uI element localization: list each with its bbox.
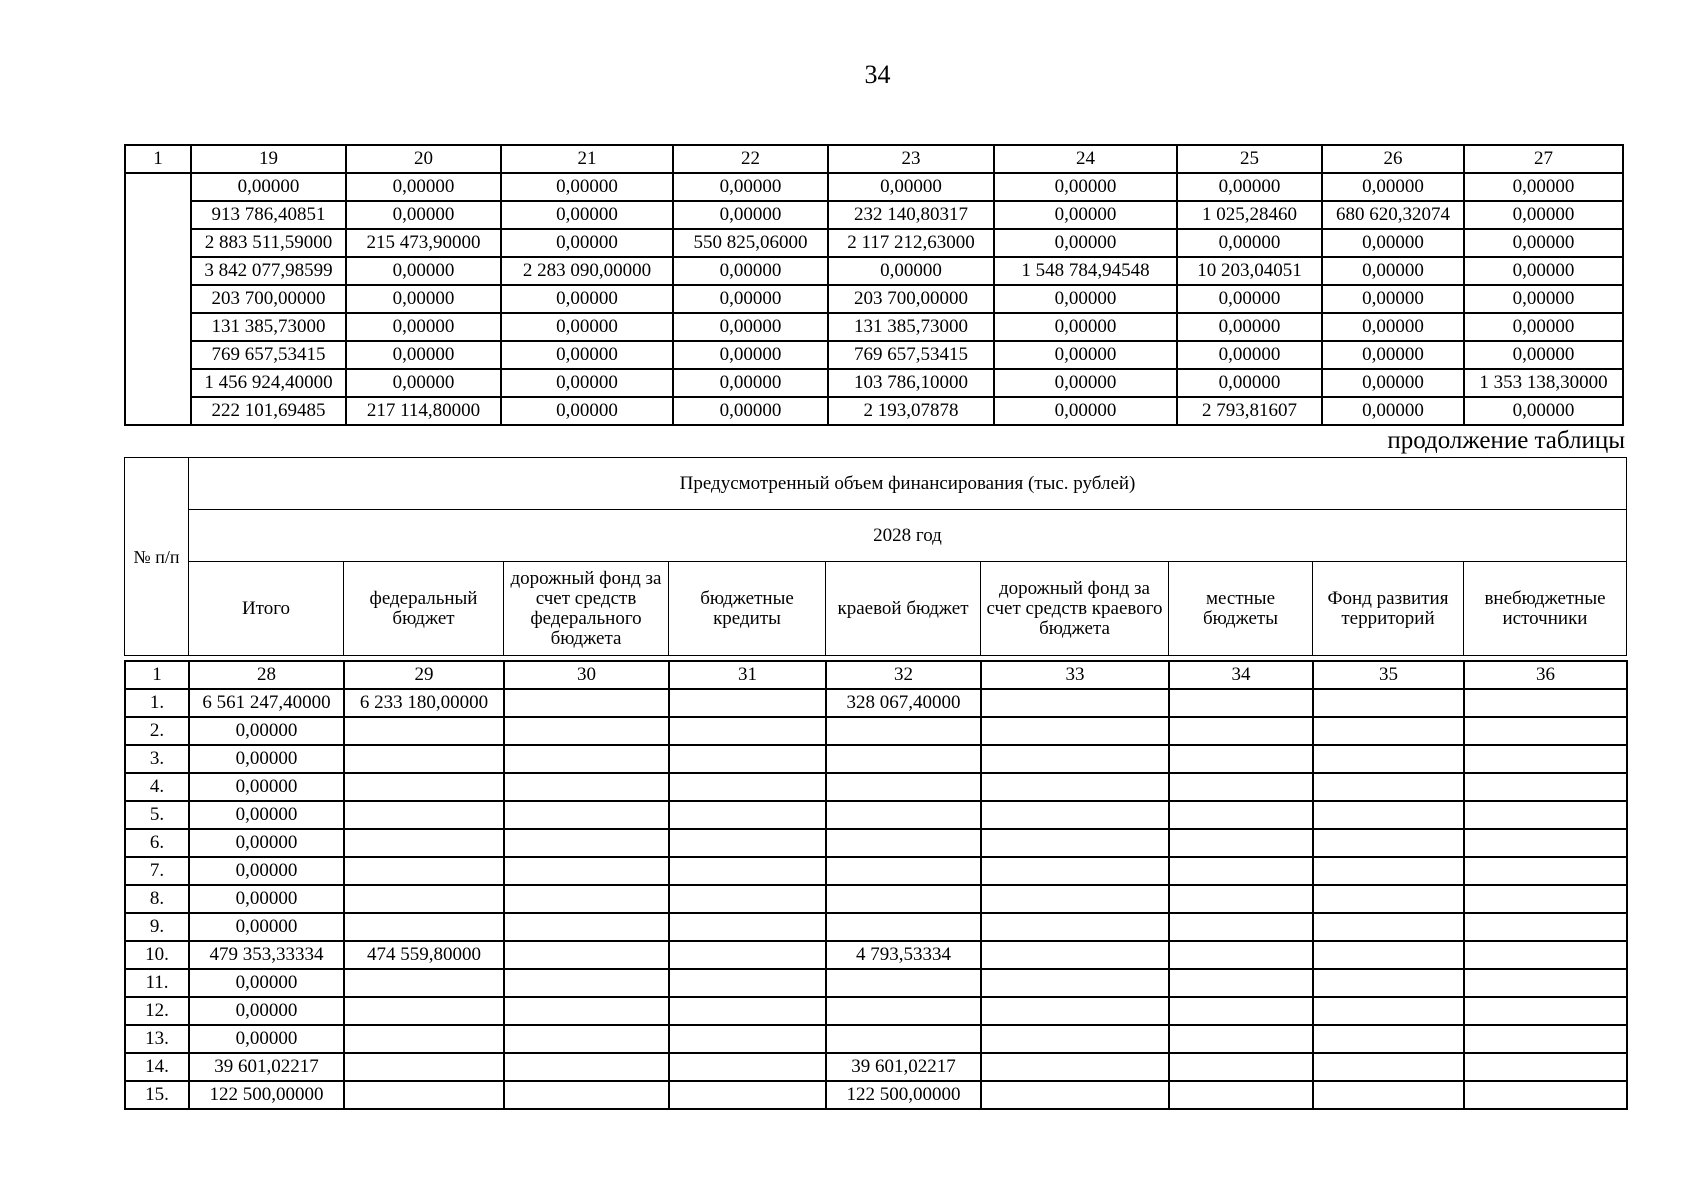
column-number-row (125, 661, 1627, 689)
table-cell (1464, 829, 1627, 857)
column-header-cell: внебюджетные источники (1464, 562, 1627, 656)
table-cell: 0,00000 (673, 201, 828, 229)
row-number-cell: 8. (125, 885, 189, 913)
table-cell: 0,00000 (1464, 257, 1623, 285)
table-cell: 0,00000 (1322, 341, 1464, 369)
column-header-cell: бюджетные кредиты (669, 562, 826, 656)
table-cell: 0,00000 (1464, 201, 1623, 229)
column-header-cell: Фонд развития территорий (1313, 562, 1464, 656)
table-cell (344, 717, 504, 745)
column-header-cell: Итого (189, 562, 344, 656)
table-cell (826, 913, 981, 941)
table-cell (1464, 1081, 1627, 1109)
table-cell: 0,00000 (346, 313, 501, 341)
table-cell: 0,00000 (828, 173, 994, 201)
column-number-row (125, 145, 1623, 173)
row-number-header: № п/п (125, 458, 189, 656)
table-cell: 0,00000 (1177, 341, 1322, 369)
table-cell (1169, 1053, 1313, 1081)
table-cell (344, 745, 504, 773)
table-cell (826, 829, 981, 857)
table-cell: 0,00000 (189, 773, 344, 801)
table-cell (669, 1081, 826, 1109)
table-cell (344, 997, 504, 1025)
table-cell: 769 657,53415 (191, 341, 346, 369)
page-number: 34 (864, 60, 891, 89)
table-cell: 0,00000 (501, 229, 673, 257)
row-number-cell: 4. (125, 773, 189, 801)
table-cell: 0,00000 (189, 885, 344, 913)
table-cell (504, 1025, 669, 1053)
table-cell (1464, 717, 1627, 745)
table-cell (669, 829, 826, 857)
table-cell (504, 829, 669, 857)
table-cell: 0,00000 (1322, 397, 1464, 425)
table-cell: 232 140,80317 (828, 201, 994, 229)
table-cell (1313, 745, 1464, 773)
table-row (125, 997, 1627, 1025)
table-cell: 0,00000 (1177, 285, 1322, 313)
table-cell (981, 997, 1169, 1025)
table-cell: 0,00000 (501, 369, 673, 397)
table-row (125, 941, 1627, 969)
table-cell (826, 801, 981, 829)
table-row (125, 913, 1627, 941)
year-header: 2028 год (189, 510, 1627, 562)
column-header-cell: дорожный фонд за счет средств краевого бюджета (981, 562, 1169, 656)
table-cell: 0,00000 (1464, 397, 1623, 425)
table-cell: 1 548 784,94548 (994, 257, 1177, 285)
row-number-cell: 2. (125, 717, 189, 745)
table-cell: 0,00000 (1322, 173, 1464, 201)
table-cell (1464, 1025, 1627, 1053)
table-cell (1313, 1025, 1464, 1053)
table-cell (504, 689, 669, 717)
table-cell: 131 385,73000 (828, 313, 994, 341)
table-row (125, 829, 1627, 857)
table-cell (1169, 801, 1313, 829)
table-cell: 0,00000 (1322, 285, 1464, 313)
financing-table-2028 (124, 660, 1628, 1110)
table-cell (1313, 717, 1464, 745)
table-row (125, 1025, 1627, 1053)
table-cell (1464, 969, 1627, 997)
table-cell (1169, 1081, 1313, 1109)
table-cell (981, 941, 1169, 969)
table-cell (826, 997, 981, 1025)
table-cell (1313, 913, 1464, 941)
table-cell: 0,00000 (1322, 229, 1464, 257)
table-cell (504, 997, 669, 1025)
table-cell (669, 745, 826, 773)
table-cell: 0,00000 (501, 173, 673, 201)
table-cell: 222 101,69485 (191, 397, 346, 425)
table-cell (981, 857, 1169, 885)
table-cell: 39 601,02217 (826, 1053, 981, 1081)
table-row (125, 201, 1623, 229)
table-cell: 769 657,53415 (828, 341, 994, 369)
table-cell (504, 1081, 669, 1109)
table-row (125, 257, 1623, 285)
table-cell (826, 857, 981, 885)
table-cell: 0,00000 (189, 857, 344, 885)
table-row (125, 969, 1627, 997)
table-cell: 0,00000 (1322, 257, 1464, 285)
table-cell (1313, 857, 1464, 885)
table-cell: 0,00000 (673, 397, 828, 425)
table-cell (981, 689, 1169, 717)
table-cell (981, 829, 1169, 857)
table-cell (669, 1025, 826, 1053)
table-cell: 479 353,33334 (189, 941, 344, 969)
table-cell: 0,00000 (346, 201, 501, 229)
table-cell: 39 601,02217 (189, 1053, 344, 1081)
table-cell: 0,00000 (1177, 313, 1322, 341)
table-cell: 2 283 090,00000 (501, 257, 673, 285)
table-cell: 550 825,06000 (673, 229, 828, 257)
table-row (125, 885, 1627, 913)
table-cell: 0,00000 (189, 1025, 344, 1053)
table-cell: 0,00000 (1464, 341, 1623, 369)
column-number-cell: 31 (669, 661, 826, 689)
table-cell (669, 997, 826, 1025)
table-cell: 913 786,40851 (191, 201, 346, 229)
table-cell (1169, 913, 1313, 941)
row-number-cell: 9. (125, 913, 189, 941)
table-row (125, 773, 1627, 801)
table-cell (826, 745, 981, 773)
table-cell (981, 885, 1169, 913)
table-cell: 0,00000 (346, 257, 501, 285)
column-header-cell: федеральный бюджет (344, 562, 504, 656)
row-number-cell: 11. (125, 969, 189, 997)
row-number-cell: 12. (125, 997, 189, 1025)
table-row (125, 341, 1623, 369)
table-cell (1169, 857, 1313, 885)
column-number-cell: 1 (125, 661, 189, 689)
table-cell (1169, 997, 1313, 1025)
table-cell (1464, 745, 1627, 773)
table-cell (1313, 885, 1464, 913)
table-row (125, 801, 1627, 829)
table-cell: 680 620,32074 (1322, 201, 1464, 229)
financing-table-header (124, 457, 1627, 656)
table-cell: 0,00000 (1464, 285, 1623, 313)
table-cell: 0,00000 (189, 969, 344, 997)
table-row (125, 397, 1623, 425)
table-cell (1169, 717, 1313, 745)
column-number-cell: 27 (1464, 145, 1623, 173)
table-cell: 0,00000 (673, 285, 828, 313)
table-cell: 0,00000 (346, 173, 501, 201)
table-row (125, 173, 1623, 201)
table-cell: 0,00000 (994, 397, 1177, 425)
table-cell (669, 717, 826, 745)
table-cell (1169, 1025, 1313, 1053)
table-cell: 217 114,80000 (346, 397, 501, 425)
table-cell (981, 745, 1169, 773)
row-number-cell: 14. (125, 1053, 189, 1081)
table-cell: 0,00000 (346, 369, 501, 397)
table-cell (1464, 885, 1627, 913)
column-number-cell: 35 (1313, 661, 1464, 689)
table-cell: 6 233 180,00000 (344, 689, 504, 717)
table-cell (344, 1081, 504, 1109)
table-cell (669, 801, 826, 829)
table-cell: 0,00000 (501, 285, 673, 313)
table-row (125, 285, 1623, 313)
table-cell: 3 842 077,98599 (191, 257, 346, 285)
table-cell (504, 913, 669, 941)
table-cell (504, 941, 669, 969)
table-cell (981, 1081, 1169, 1109)
financing-table-columns-19-27 (124, 144, 1624, 426)
table-cell: 2 117 212,63000 (828, 229, 994, 257)
table-row (125, 313, 1623, 341)
table-cell: 0,00000 (189, 801, 344, 829)
table-cell (826, 773, 981, 801)
table-cell (669, 885, 826, 913)
table-cell (344, 885, 504, 913)
column-number-cell: 30 (504, 661, 669, 689)
table-cell (669, 941, 826, 969)
table-cell: 0,00000 (189, 829, 344, 857)
table-cell: 10 203,04051 (1177, 257, 1322, 285)
table-cell (344, 829, 504, 857)
table-cell: 0,00000 (994, 173, 1177, 201)
table-cell (504, 745, 669, 773)
column-number-cell: 28 (189, 661, 344, 689)
table-cell (826, 885, 981, 913)
table-cell (1169, 941, 1313, 969)
table-cell: 0,00000 (1177, 229, 1322, 257)
table-cell: 122 500,00000 (826, 1081, 981, 1109)
table-cell: 0,00000 (1322, 313, 1464, 341)
table-cell: 2 793,81607 (1177, 397, 1322, 425)
table-cell (1464, 857, 1627, 885)
table-cell (669, 913, 826, 941)
table-cell: 0,00000 (501, 341, 673, 369)
table-cell (1464, 913, 1627, 941)
table-cell: 0,00000 (1322, 369, 1464, 397)
table-cell: 203 700,00000 (191, 285, 346, 313)
table-cell (981, 1025, 1169, 1053)
table-cell (1169, 773, 1313, 801)
table-cell (504, 801, 669, 829)
table-row (125, 229, 1623, 257)
table-cell: 0,00000 (346, 285, 501, 313)
table-cell: 328 067,40000 (826, 689, 981, 717)
table-cell: 4 793,53334 (826, 941, 981, 969)
row-number-cell: 7. (125, 857, 189, 885)
table-cell (669, 773, 826, 801)
table-cell (1313, 997, 1464, 1025)
table-cell: 0,00000 (189, 745, 344, 773)
table-cell (1169, 969, 1313, 997)
table-cell (344, 1053, 504, 1081)
table-cell: 203 700,00000 (828, 285, 994, 313)
table-row (125, 857, 1627, 885)
table-row (125, 745, 1627, 773)
table-cell: 0,00000 (1177, 173, 1322, 201)
table-cell (981, 801, 1169, 829)
table-cell: 122 500,00000 (189, 1081, 344, 1109)
table-cell (1464, 1053, 1627, 1081)
table-cell: 0,00000 (501, 313, 673, 341)
table-cell (981, 773, 1169, 801)
row-number-cell: 6. (125, 829, 189, 857)
table-row (125, 1081, 1627, 1109)
column-number-cell: 24 (994, 145, 1177, 173)
table-cell (669, 1053, 826, 1081)
table-cell (344, 913, 504, 941)
table-cell: 0,00000 (994, 313, 1177, 341)
table-cell (1464, 773, 1627, 801)
table-cell (344, 969, 504, 997)
table-cell (344, 1025, 504, 1053)
column-number-cell: 23 (828, 145, 994, 173)
table-cell: 0,00000 (673, 313, 828, 341)
table-row (125, 717, 1627, 745)
table-cell: 0,00000 (1464, 173, 1623, 201)
table-cell (1313, 969, 1464, 997)
table-cell (1464, 801, 1627, 829)
row-number-cell: 13. (125, 1025, 189, 1053)
column-header-cell: дорожный фонд за счет средств федерального бюджета (504, 562, 669, 656)
table-cell (826, 969, 981, 997)
table-cell (669, 857, 826, 885)
column-number-cell: 25 (1177, 145, 1322, 173)
table-cell: 1 353 138,30000 (1464, 369, 1623, 397)
column-header-cell: краевой бюджет (826, 562, 981, 656)
column-number-cell: 20 (346, 145, 501, 173)
table-cell (1313, 1053, 1464, 1081)
table-cell: 2 883 511,59000 (191, 229, 346, 257)
table-cell: 0,00000 (994, 369, 1177, 397)
table-cell (344, 857, 504, 885)
table-row (125, 369, 1623, 397)
table-cell (1464, 941, 1627, 969)
column-number-cell: 32 (826, 661, 981, 689)
table-cell (1169, 745, 1313, 773)
row-number-cell: 1. (125, 689, 189, 717)
table-cell: 0,00000 (189, 997, 344, 1025)
row-number-cell: 5. (125, 801, 189, 829)
table-cell: 2 193,07878 (828, 397, 994, 425)
table-row (125, 689, 1627, 717)
table-cell (344, 801, 504, 829)
table-cell: 131 385,73000 (191, 313, 346, 341)
row-number-cell: 3. (125, 745, 189, 773)
table-cell (1169, 885, 1313, 913)
table-cell: 0,00000 (189, 717, 344, 745)
table-cell (504, 773, 669, 801)
table-cell (981, 1053, 1169, 1081)
table-cell (1169, 829, 1313, 857)
table-cell (1313, 689, 1464, 717)
table-cell: 1 456 924,40000 (191, 369, 346, 397)
table-cell: 6 561 247,40000 (189, 689, 344, 717)
table-cell (1313, 829, 1464, 857)
table-cell (344, 773, 504, 801)
column-number-cell: 21 (501, 145, 673, 173)
table-cell: 0,00000 (673, 173, 828, 201)
table-cell: 0,00000 (501, 397, 673, 425)
table-cell (669, 969, 826, 997)
table-cell (1313, 801, 1464, 829)
continuation-label: продолжение таблицы (1387, 427, 1625, 454)
column-number-cell: 26 (1322, 145, 1464, 173)
table-cell: 0,00000 (346, 341, 501, 369)
table-cell: 0,00000 (673, 257, 828, 285)
table-cell: 103 786,10000 (828, 369, 994, 397)
row-number-cell: 10. (125, 941, 189, 969)
column-header-cell: местные бюджеты (1169, 562, 1313, 656)
table-cell (669, 689, 826, 717)
table-cell (1169, 689, 1313, 717)
table-cell (1313, 941, 1464, 969)
table-cell (1464, 689, 1627, 717)
table-cell: 0,00000 (994, 341, 1177, 369)
row-number-cell-merged (125, 173, 191, 425)
column-number-cell: 29 (344, 661, 504, 689)
table-cell: 0,00000 (1177, 369, 1322, 397)
column-number-cell: 36 (1464, 661, 1627, 689)
table-cell (1313, 1081, 1464, 1109)
column-number-cell: 19 (191, 145, 346, 173)
table-cell (504, 969, 669, 997)
table-cell: 0,00000 (673, 341, 828, 369)
table-cell (981, 913, 1169, 941)
table-cell (981, 969, 1169, 997)
table-cell: 0,00000 (994, 229, 1177, 257)
column-number-cell: 1 (125, 145, 191, 173)
table-cell: 0,00000 (189, 913, 344, 941)
column-number-cell: 33 (981, 661, 1169, 689)
table-cell: 215 473,90000 (346, 229, 501, 257)
table-cell: 0,00000 (1464, 229, 1623, 257)
table-cell (981, 717, 1169, 745)
column-number-cell: 22 (673, 145, 828, 173)
table-cell (1313, 773, 1464, 801)
table-cell: 474 559,80000 (344, 941, 504, 969)
table-cell: 1 025,28460 (1177, 201, 1322, 229)
table-cell (1464, 997, 1627, 1025)
table-cell: 0,00000 (501, 201, 673, 229)
financing-volume-header: Предусмотренный объем финансирования (тыс. рублей) (189, 458, 1627, 510)
table-cell: 0,00000 (1464, 313, 1623, 341)
column-number-cell: 34 (1169, 661, 1313, 689)
row-number-cell: 15. (125, 1081, 189, 1109)
table-cell (504, 717, 669, 745)
table-cell (826, 717, 981, 745)
table-cell: 0,00000 (673, 369, 828, 397)
table-cell (504, 857, 669, 885)
table-cell: 0,00000 (191, 173, 346, 201)
table-cell: 0,00000 (994, 201, 1177, 229)
table-cell (826, 1025, 981, 1053)
table-cell (504, 885, 669, 913)
table-cell (504, 1053, 669, 1081)
table-cell: 0,00000 (828, 257, 994, 285)
table-row (125, 1053, 1627, 1081)
table-cell: 0,00000 (994, 285, 1177, 313)
